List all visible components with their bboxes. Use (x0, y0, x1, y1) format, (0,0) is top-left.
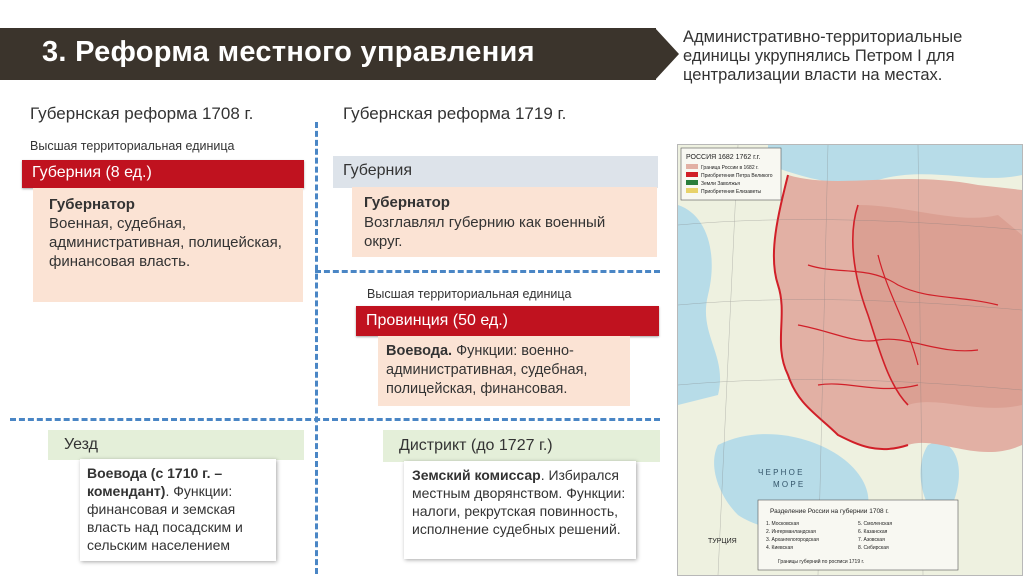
svg-text:Ч Е Р Н О Е: Ч Е Р Н О Е (758, 468, 803, 477)
map-image (678, 145, 1022, 575)
reform-1719-heading: Губернская реформа 1719 г. (343, 104, 567, 123)
commissar-card (404, 461, 636, 559)
voevoda-1719-panel (378, 336, 630, 406)
historical-map (677, 144, 1023, 576)
province-50-bar: Провинция (50 ед.) (356, 306, 659, 336)
svg-text:7. Азовская: 7. Азовская (858, 537, 885, 543)
gubernia-8-bar: Губерния (8 ед.) (22, 160, 304, 188)
commissar-title: Земский комиссар (412, 467, 541, 483)
governor-1719-title: Губернатор (364, 194, 450, 211)
svg-text:1. Московская: 1. Московская (766, 521, 799, 527)
governor-1708-title: Губернатор (49, 196, 135, 213)
district-bar: Дистрикт (до 1727 г.) (383, 430, 660, 462)
governor-1719-desc: Возглавлял губернию как военный округ. (364, 214, 606, 250)
uezd-bar: Уезд (48, 430, 304, 460)
title-banner-arrow (655, 28, 679, 80)
svg-text:3. Архангелогородская: 3. Архангелогородская (766, 537, 819, 543)
reform-1708-heading: Губернская реформа 1708 г. (30, 104, 254, 123)
svg-text:Разделение России на губернии: Разделение России на губернии 1708 г. (770, 508, 889, 515)
svg-text:Приобретения Елизаветы: Приобретения Елизаветы (701, 189, 762, 195)
svg-text:Приобретения Петра Великого: Приобретения Петра Великого (701, 173, 773, 179)
svg-text:ТУРЦИЯ: ТУРЦИЯ (708, 538, 737, 545)
svg-text:Границы губерний по росписи 17: Границы губерний по росписи 1719 г. (778, 559, 865, 565)
svg-text:Граница России в 1682 г.: Граница России в 1682 г. (701, 165, 759, 171)
governor-1708-desc: Военная, судебная, административная, полицейская, финансовая власть. (49, 215, 282, 270)
svg-text:5. Смоленская: 5. Смоленская (858, 521, 893, 527)
vertical-divider (315, 122, 318, 574)
horizontal-divider-upper (315, 270, 660, 273)
governor-1719-panel (352, 187, 657, 257)
gubernia-1719-bar: Губерния (333, 156, 658, 188)
map-title: РОССИЯ 1682 1762 г.г. (686, 154, 761, 161)
reform-1708-top-unit-label: Высшая территориальная единица (30, 139, 235, 153)
page-title: 3. Реформа местного управления (42, 36, 535, 68)
voevoda-1719-title: Воевода. (386, 343, 453, 359)
svg-text:2. Ингерманландская: 2. Ингерманландская (766, 529, 816, 535)
horizontal-divider-lower (10, 418, 660, 421)
svg-text:4. Киевская: 4. Киевская (766, 545, 793, 551)
voevoda-1708-title: Воевода (с 1710 г. – комендант) (87, 465, 223, 499)
reform-1719-top-unit-label: Высшая территориальная единица (367, 287, 572, 301)
svg-text:Земли Заволжья: Земли Заволжья (701, 181, 740, 187)
voevoda-1708-desc: . Функции: финансовая и земская власть над посадским и сельским населением (87, 483, 243, 553)
commissar-desc: . Избирался местным дворянством. Функции: налоги, рекрутская повинность, исполнение судебных решений. (412, 467, 626, 537)
voevoda-1719-desc: Функции: военно-административная, судебная, полицейская, финансовая. (386, 343, 588, 397)
side-note: Административно-территориальные единицы укрупнялись Петром I для централизации власти на местах. (683, 28, 963, 84)
governor-1708-panel (33, 188, 303, 302)
voevoda-1708-card (80, 459, 276, 561)
svg-text:6. Казанская: 6. Казанская (858, 529, 888, 535)
svg-text:8. Сибирская: 8. Сибирская (858, 545, 889, 551)
svg-text:М О Р Е: М О Р Е (773, 480, 804, 489)
